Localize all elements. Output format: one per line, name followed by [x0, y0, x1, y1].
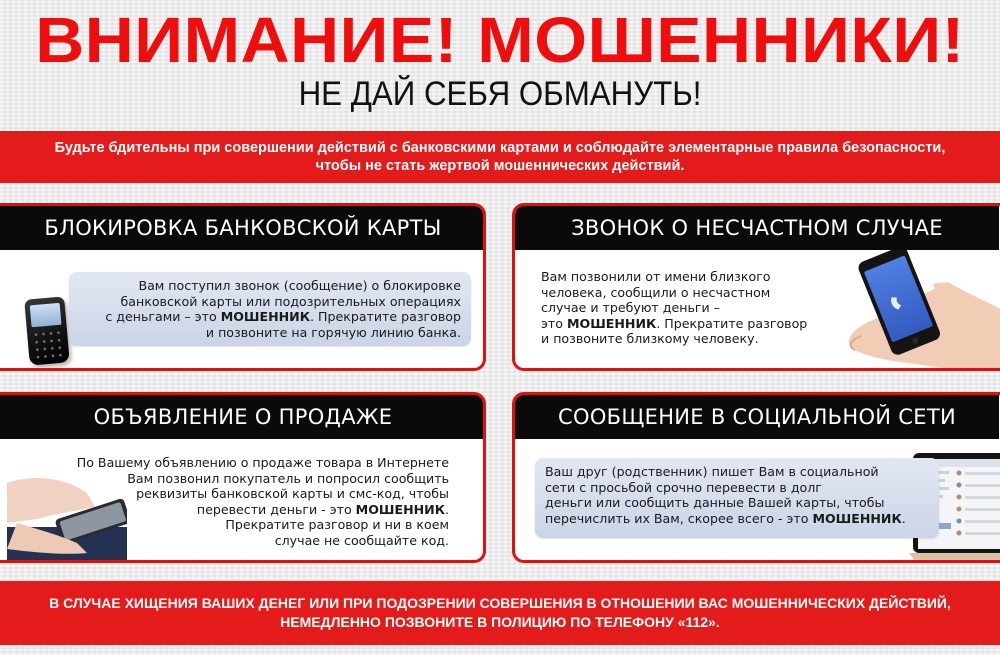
description-line: Прекратите разговор и ни в коем — [225, 517, 449, 532]
card-title: БЛОКИРОВКА БАНКОВСКОЙ КАРТЫ — [0, 206, 483, 250]
fraudster-emphasis: МОШЕННИК — [220, 309, 310, 324]
description-line: и позвоните на горячую линию банка. — [205, 324, 461, 340]
warning-banner — [0, 131, 1000, 183]
text-fragment: . — [901, 510, 906, 526]
description-line: Вам позвонили от имени близкого — [541, 269, 771, 284]
police-banner-line: В СЛУЧАЕ ХИЩЕНИЯ ВАШИХ ДЕНЕГ ИЛИ ПРИ ПОДОЗРЕНИИ СОВЕРШЕНИЯ В ОТНОШЕНИИ ВАС МОШЕННИЧЕСКИХ ДЕЙСТВИЙ, — [49, 595, 951, 611]
card-description — [29, 455, 449, 548]
text-fragment: . — [444, 501, 449, 517]
description-line: По Вашему объявлению о продаже товара в Интернете — [76, 455, 449, 470]
text-fragment: . Прекратите разговор — [310, 309, 461, 324]
description-line: Вам поступил звонок (сообщение) о блокировке — [138, 278, 461, 293]
text-fragment: это — [541, 315, 567, 331]
card-description — [541, 269, 841, 347]
feature-phone-icon — [24, 296, 70, 365]
poster-subtitle: НЕ ДАЙ СЕБЯ ОБМАНУТЬ! — [298, 75, 702, 113]
description-line — [545, 511, 929, 527]
text-fragment: перечислить их Вам, скорее всего - это — [545, 510, 813, 526]
description-line: человека, сообщили о несчастном — [541, 284, 771, 300]
police-contact-banner — [0, 581, 1000, 645]
text-fragment: с деньгами – это — [105, 309, 221, 324]
text-fragment: . Прекратите разговор — [656, 315, 808, 331]
card-social-network-message — [512, 392, 1000, 563]
card-title: ЗВОНОК О НЕСЧАСТНОМ СЛУЧАЕ — [515, 206, 999, 250]
card-title: ОБЪЯВЛЕНИЕ О ПРОДАЖЕ — [0, 395, 483, 439]
description-line: Ваш друг (родственник) пишет Вам в социальной — [545, 464, 879, 479]
phone-screen — [30, 303, 62, 328]
description-line: и позвоните близкому человеку. — [541, 331, 759, 346]
card-title: СООБЩЕНИЕ В СОЦИАЛЬНОЙ СЕТИ — [515, 395, 999, 439]
card-description — [69, 272, 471, 346]
description-line — [79, 309, 461, 325]
card-sale-advertisement — [0, 392, 486, 563]
fraudster-emphasis: МОШЕННИК — [566, 315, 657, 331]
smartphone-in-hand-icon — [833, 250, 1000, 371]
description-line: реквизиты банковской карты и смс-код, чтобы — [136, 486, 449, 501]
fraudster-emphasis: МОШЕННИК — [812, 510, 902, 526]
description-line: банковской карты или подозрительных операциях — [120, 293, 461, 309]
description-line: Вам позвонил покупатель и попросил сообщить — [127, 470, 449, 486]
card-bank-card-blocking — [0, 203, 486, 371]
warning-banner-line: чтобы не стать жертвой мошеннических действий. — [315, 158, 685, 174]
description-line — [29, 502, 449, 518]
card-accident-call — [512, 203, 1000, 371]
fraudster-emphasis: МОШЕННИК — [355, 501, 445, 517]
poster-title: ВНИМАНИЕ! МОШЕННИКИ! — [35, 4, 965, 76]
phone-keypad — [32, 329, 65, 362]
description-line: случае и требуют деньги – — [541, 300, 720, 315]
description-line — [541, 316, 841, 332]
description-line: случае не сообщайте код. — [274, 532, 449, 548]
card-description — [535, 458, 939, 538]
description-line: деньги или сообщить данные Вашей карты, чтобы — [545, 495, 885, 510]
description-line: сети с просьбой срочно перевести в долг — [545, 479, 822, 495]
text-fragment: перевести деньги - это — [196, 501, 356, 517]
police-banner-line: НЕМЕДЛЕННО ПОЗВОНИТЕ В ПОЛИЦИЮ ПО ТЕЛЕФОНУ «112». — [280, 614, 720, 630]
warning-banner-line: Будьте бдительны при совершении действий с банковскими картами и соблюдайте элементарные правила безопасности, — [54, 140, 946, 156]
